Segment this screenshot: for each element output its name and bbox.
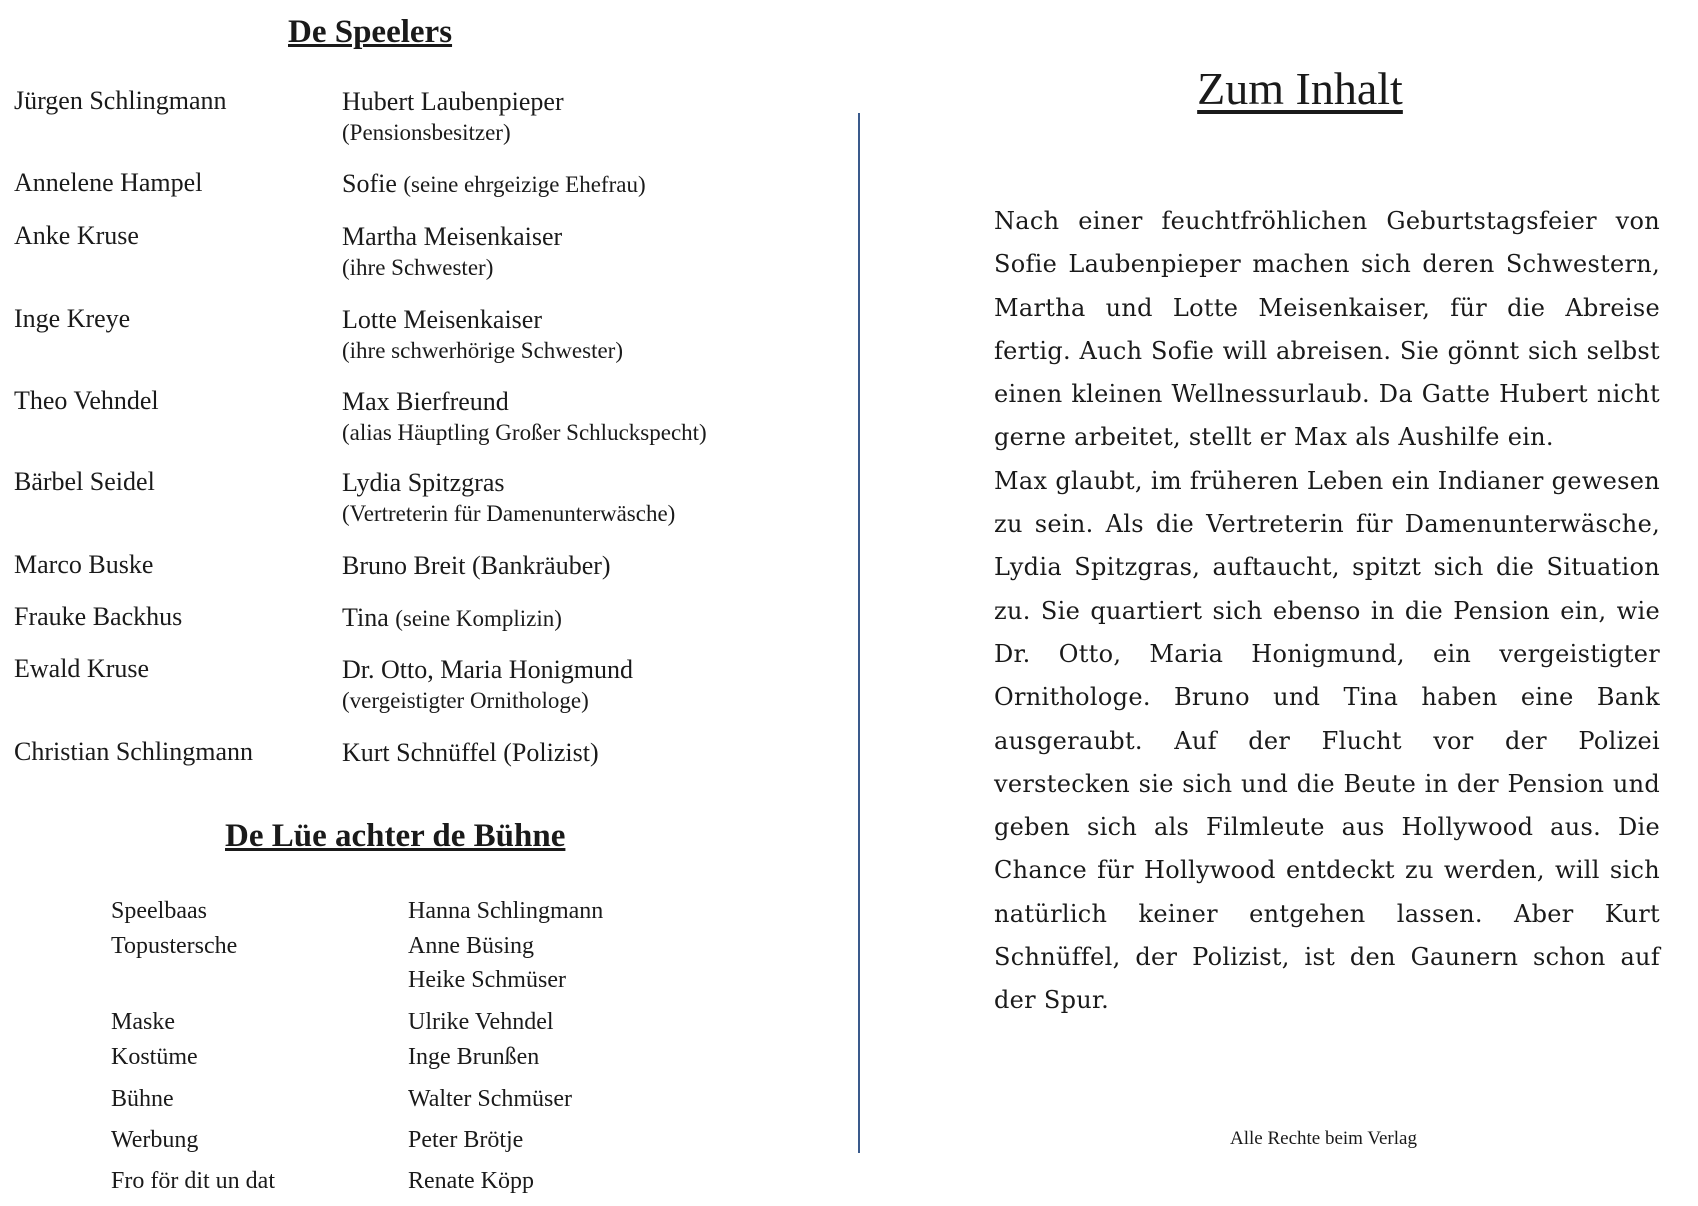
role-entry: [342, 467, 675, 529]
crew-member-name: Inge Brunßen: [408, 1044, 540, 1070]
role-entry: [342, 550, 611, 581]
role-name: Bruno Breit (Bankräuber): [342, 551, 611, 580]
role-name: Dr. Otto, Maria Honigmund: [342, 655, 634, 684]
actor-name: Ewald Kruse: [14, 654, 150, 683]
role-name: Martha Meisenkaiser: [342, 222, 563, 251]
crew-role-label: Bühne: [111, 1086, 174, 1112]
role-entry: [342, 221, 562, 283]
actor-name: Jürgen Schlingmann: [14, 86, 227, 115]
actor-name: Theo Vehndel: [14, 386, 159, 415]
role-name: Sofie: [342, 169, 397, 198]
crew-member-name: Ulrike Vehndel: [408, 1009, 554, 1035]
role-name: Kurt Schnüffel (Polizist): [342, 738, 599, 767]
role-note: (Pensionsbesitzer): [342, 120, 511, 145]
role-name: Max Bierfreund: [342, 387, 509, 416]
role-entry: [342, 86, 564, 148]
actor-name: Marco Buske: [14, 550, 154, 579]
crew-member-name: Walter Schmüser: [408, 1086, 573, 1112]
role-note: (ihre Schwester): [342, 255, 494, 280]
role-name: Hubert Laubenpieper: [342, 87, 564, 116]
crew-member-name: Heike Schmüser: [408, 967, 566, 993]
role-entry: [342, 737, 599, 768]
role-entry: [342, 602, 562, 634]
actor-name: Inge Kreye: [14, 304, 131, 333]
role-entry: [342, 654, 633, 716]
actor-name: Christian Schlingmann: [14, 737, 254, 766]
role-entry: [342, 304, 623, 366]
actor-name: Anke Kruse: [14, 221, 139, 250]
role-name: Tina: [342, 603, 389, 632]
actor-name: Frauke Backhus: [14, 602, 183, 631]
crew-member-name: Peter Brötje: [408, 1127, 524, 1153]
crew-role-label: Maske: [111, 1009, 175, 1035]
role-note: (seine Komplizin): [395, 606, 562, 631]
column-divider: [858, 113, 860, 1153]
role-note: (alias Häuptling Großer Schluckspecht): [342, 420, 707, 445]
actor-name: Bärbel Seidel: [14, 467, 155, 496]
copyright-note: Alle Rechte beim Verlag: [1230, 1128, 1417, 1149]
crew-member-name: Anne Büsing: [408, 933, 534, 959]
role-entry: [342, 386, 707, 448]
actor-name: Annelene Hampel: [14, 168, 203, 197]
crew-member-name: Renate Köpp: [408, 1168, 534, 1194]
role-entry: [342, 168, 646, 200]
crew-role-label: Fro för dit un dat: [111, 1168, 275, 1194]
synopsis-text: [994, 200, 1660, 1023]
crew-role-label: Speelbaas: [111, 898, 207, 924]
crew-role-label: Werbung: [111, 1127, 199, 1153]
crew-member-name: Hanna Schlingmann: [408, 898, 604, 924]
role-note: (vergeistigter Ornithologe): [342, 688, 589, 713]
role-name: Lydia Spitzgras: [342, 468, 505, 497]
role-note: (seine ehrgeizige Ehefrau): [403, 172, 646, 197]
synopsis-paragraph: Nach einer feuchtfröhlichen Geburtstagsfeier von Sofie Laubenpieper machen sich deren Schwestern, Martha und Lotte Meisenkaiser, für die Abreise fertig. Auch Sofie will abreisen. Sie gönnt sich selbst einen kleinen Wellnessurlaub. Da Gatte Hubert nicht gerne arbeitet, stellt er Max als Aushilfe ein.: [994, 207, 1660, 452]
crew-role-label: Kostüme: [111, 1044, 198, 1070]
crew-title: De Lüe achter de Bühne: [225, 818, 566, 854]
cast-title: De Speelers: [288, 14, 453, 50]
synopsis-paragraph: Max glaubt, im früheren Leben ein Indianer gewesen zu sein. Als die Vertreterin für Damenunterwäsche, Lydia Spitzgras, auftaucht, spitzt sich die Situation zu. Sie quartiert sich ebenso in die Pension ein, wie Dr. Otto, Maria Honigmund, ein vergeistigter Ornithologe. Bruno und Tina haben eine Bank ausgeraubt. Auf der Flucht vor der Polizei verstecken sie sich und die Beute in der Pension und geben sich als Filmleute aus Hollywood aus. Die Chance für Hollywood entdeckt zu werden, will sich natürlich keiner entgehen lassen. Aber Kurt Schnüffel, der Polizist, ist den Gaunern schon auf der Spur.: [994, 466, 1660, 1015]
role-note: (Vertreterin für Damenunterwäsche): [342, 501, 676, 526]
role-name: Lotte Meisenkaiser: [342, 305, 542, 334]
role-note: (ihre schwerhörige Schwester): [342, 338, 623, 363]
crew-role-label: Topustersche: [111, 933, 238, 959]
content-title: Zum Inhalt: [1197, 63, 1403, 114]
